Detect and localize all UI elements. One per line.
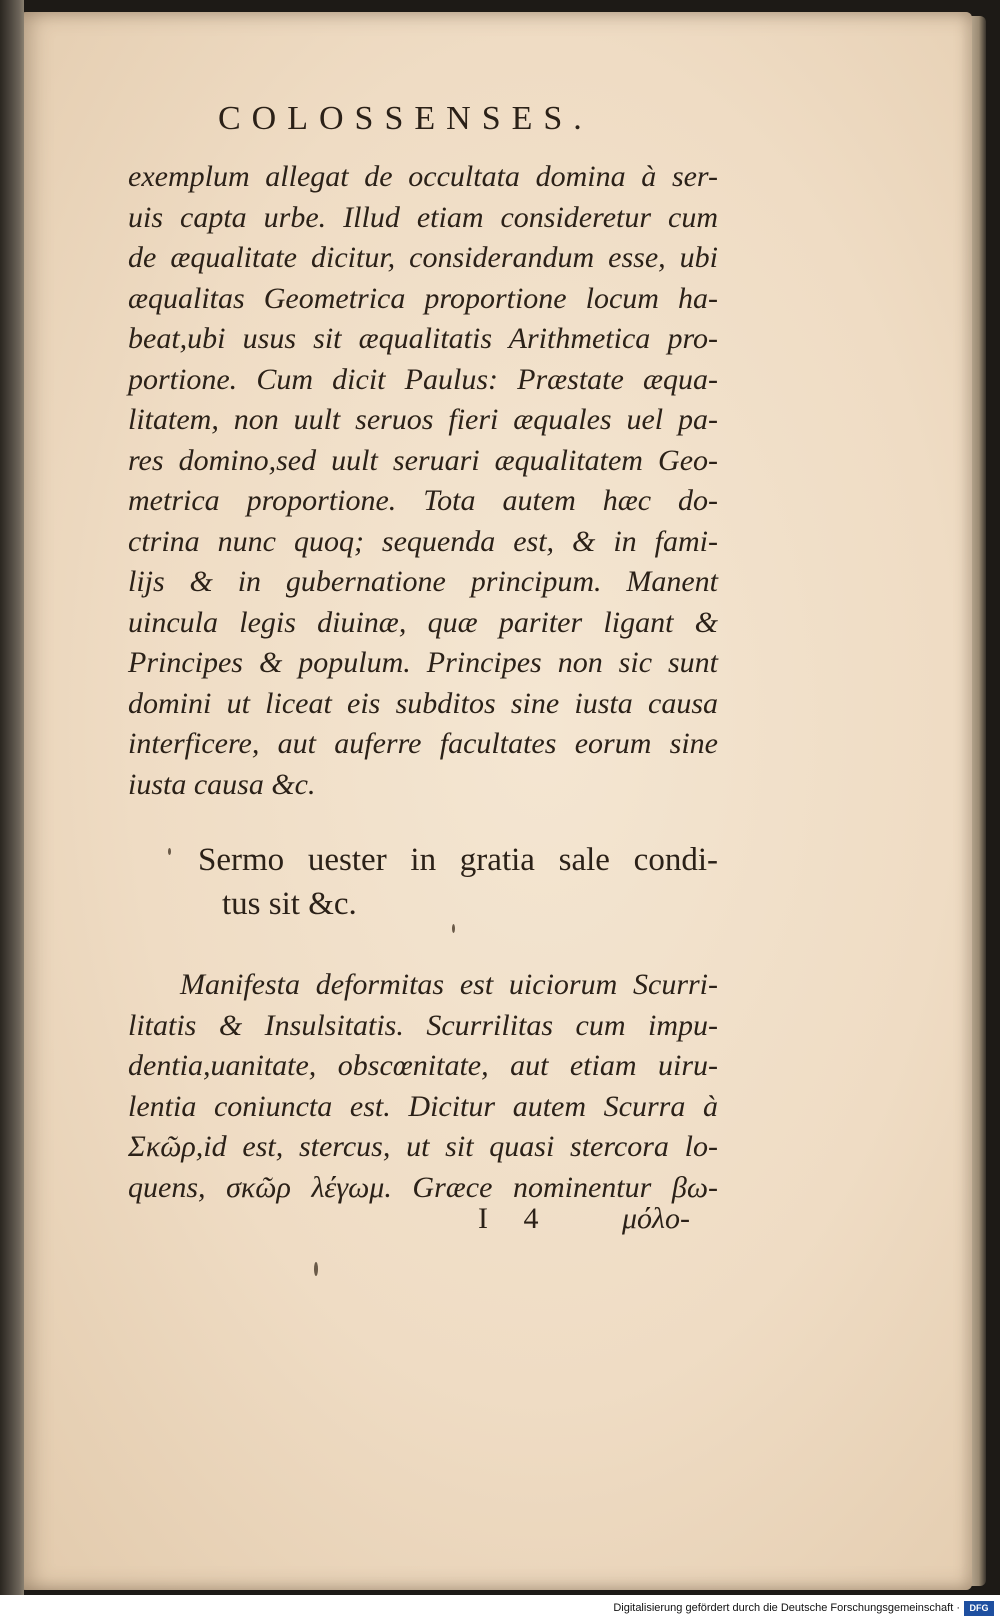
text-line: dentia,uanitate, obscœnitate, aut etiam uiru-	[128, 1049, 718, 1082]
text-line: lijs & in gubernatione principum. Manent	[128, 565, 718, 598]
text-line: ctrina nunc quoq; sequenda est, & in fami-	[128, 524, 718, 558]
lemma-quotation	[198, 838, 718, 926]
funding-credit: Digitalisierung gefördert durch die Deutsche Forschungsgemeinschaft ·	[613, 1602, 960, 1614]
text-line: beat,ubi usus sit æqualitatis Arithmetica pro-	[128, 322, 718, 355]
text-line: litatis & Insulsitatis. Scurrilitas cum impu-	[128, 1008, 718, 1042]
text-line: lentia coniuncta est. Dicitur autem Scurra à	[128, 1089, 718, 1123]
catchword: μόλο-	[622, 1202, 691, 1235]
paper-speck	[452, 924, 455, 933]
running-head: COLOSSENSES.	[218, 100, 593, 137]
text-line: uis capta urbe. Illud etiam consideretur cum	[128, 200, 718, 234]
text-line: litatem, non uult seruos fieri æquales uel pa-	[128, 403, 718, 436]
text-line: Principes & populum. Principes non sic sunt	[128, 646, 718, 679]
lemma-line: Sermo uester in gratia sale condi-	[198, 842, 718, 878]
paper-speck	[314, 1262, 318, 1276]
text-line: res domino,sed uult seruari æqualitatem Geo-	[128, 443, 718, 477]
text-line: iusta causa &c.	[128, 767, 316, 801]
paragraph-2	[128, 965, 718, 1208]
text-line: exemplum allegat de occultata domina à ser-	[128, 160, 718, 193]
text-line: uincula legis diuinæ, quæ pariter ligant &	[128, 605, 718, 639]
paragraph-1	[128, 157, 718, 805]
text-line: de æqualitate dicitur, considerandum esse, ubi	[128, 241, 718, 274]
paper-speck	[168, 848, 171, 855]
signature-mark: I 4	[478, 1202, 553, 1235]
text-line: metrica proportione. Tota autem hæc do-	[128, 484, 718, 517]
text-line: æqualitas Geometrica proportione locum ha-	[128, 281, 718, 315]
text-line: quens, σκῶρ λέγωμ. Græce nominentur βω-	[128, 1170, 718, 1204]
lemma-line: tus sit &c.	[222, 886, 357, 922]
book-spine	[0, 0, 24, 1595]
dfg-logo: DFG	[964, 1601, 994, 1616]
text-line: Σκῶρ,id est, stercus, ut sit quasi stercora lo-	[128, 1130, 718, 1163]
text-line: Manifesta deformitas est uiciorum Scurri-	[180, 968, 718, 1001]
text-line: portione. Cum dicit Paulus: Præstate æqua-	[128, 362, 718, 396]
text-line: interficere, aut auferre facultates eorum sine	[128, 727, 718, 760]
text-line: domini ut liceat eis subditos sine iusta causa	[128, 686, 718, 720]
